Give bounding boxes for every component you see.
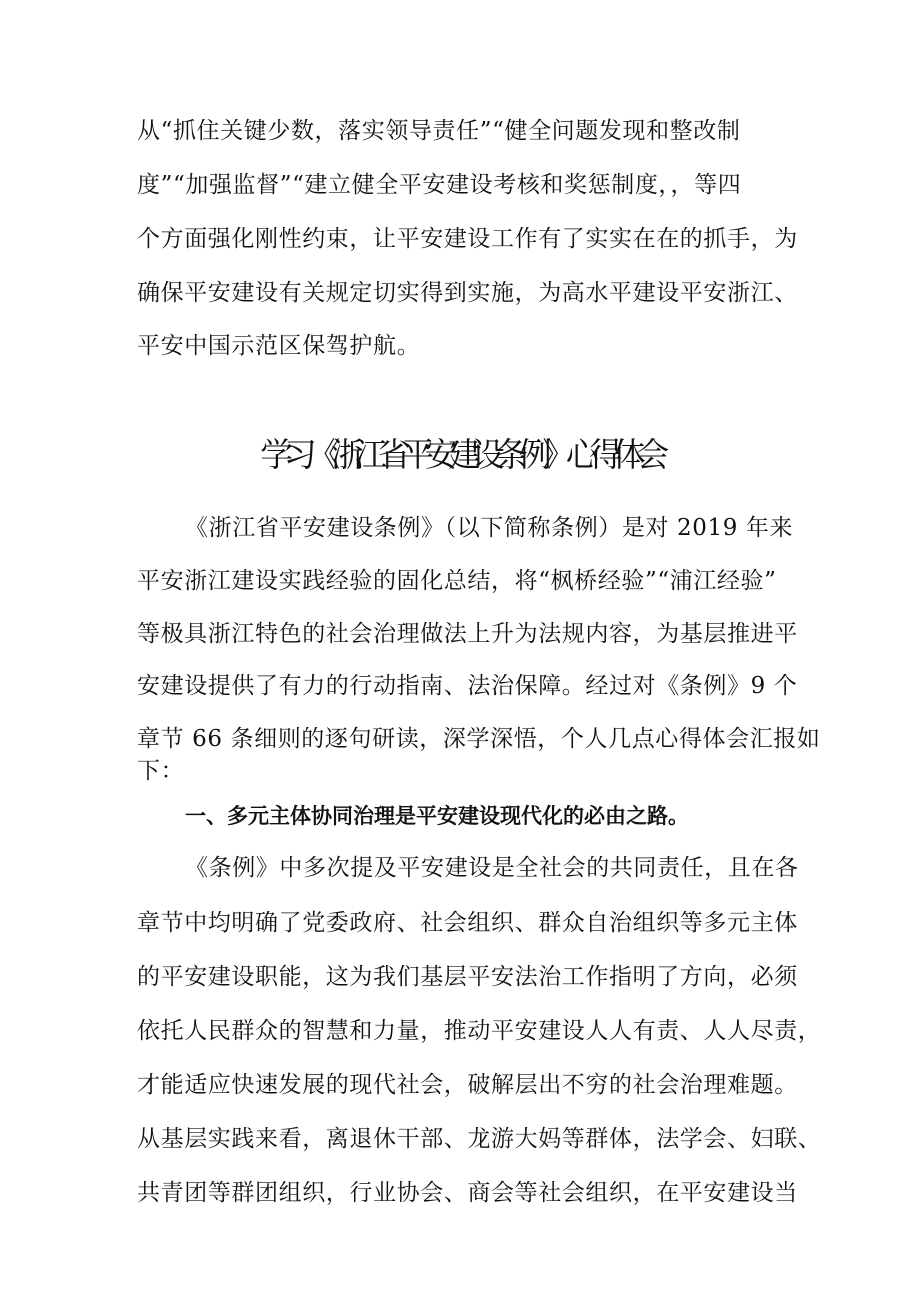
paragraph-2-line-1: 《条例》中多次提及平安建设是全社会的共同责任，且在各 (185, 855, 799, 881)
intro-line-2: 度”“加强监督”“建立健全平安建设考核和奖惩制度，，等四 (137, 172, 742, 198)
paragraph-2-line-7: 共青团等群团组织，行业协会、商会等社会组织，在平安建设当 (137, 1180, 798, 1206)
intro-line-1: 从“抓住关键少数，落实领导责任”“健全问题发现和整改制 (137, 118, 741, 144)
paragraph-1-line-6: 下： (137, 758, 185, 784)
paragraph-2-line-2: 章节中均明确了党委政府、社会组织、群众自治组织等多元主体 (137, 910, 798, 936)
document-title: 学习《浙江省平安建设条例》心得体会 (260, 435, 660, 475)
section-heading: 一、多元主体协同治理是平安建设现代化的必由之路。 (185, 804, 689, 828)
paragraph-2-line-6: 从基层实践来看，离退休干部、龙游大妈等群体，法学会、妇联、 (137, 1126, 822, 1152)
intro-line-5: 平安中国示范区保驾护航。 (137, 333, 421, 359)
paragraph-1-line-2: 平安浙江建设实践经验的固化总结，将“枫桥经验”“浦江经验” (137, 568, 777, 594)
paragraph-2-line-5: 才能适应快速发展的现代社会，破解层出不穷的社会治理难题。 (137, 1072, 798, 1098)
paragraph-2-line-3: 的平安建设职能，这为我们基层平安法治工作指明了方向，必须 (137, 964, 798, 990)
paragraph-1-line-1: 《浙江省平安建设条例》（以下简称条例）是对 2019 年来 (185, 515, 794, 541)
intro-line-4: 确保平安建设有关规定切实得到实施，为高水平建设平安浙江、 (137, 280, 798, 306)
paragraph-1-line-4: 安建设提供了有力的行动指南、法治保障。经过对《条例》9 个 (137, 673, 798, 699)
paragraph-2-line-4: 依托人民群众的智慧和力量，推动平安建设人人有责、人人尽责， (137, 1018, 822, 1044)
paragraph-1-line-3: 等极具浙江特色的社会治理做法上升为法规内容，为基层推进平 (137, 621, 798, 647)
intro-line-3: 个方面强化刚性约束，让平安建设工作有了实实在在的抓手，为 (137, 226, 798, 252)
paragraph-1-line-5: 章节 66 条细则的逐句研读，深学深悟，个人几点心得体会汇报如 (137, 726, 821, 752)
